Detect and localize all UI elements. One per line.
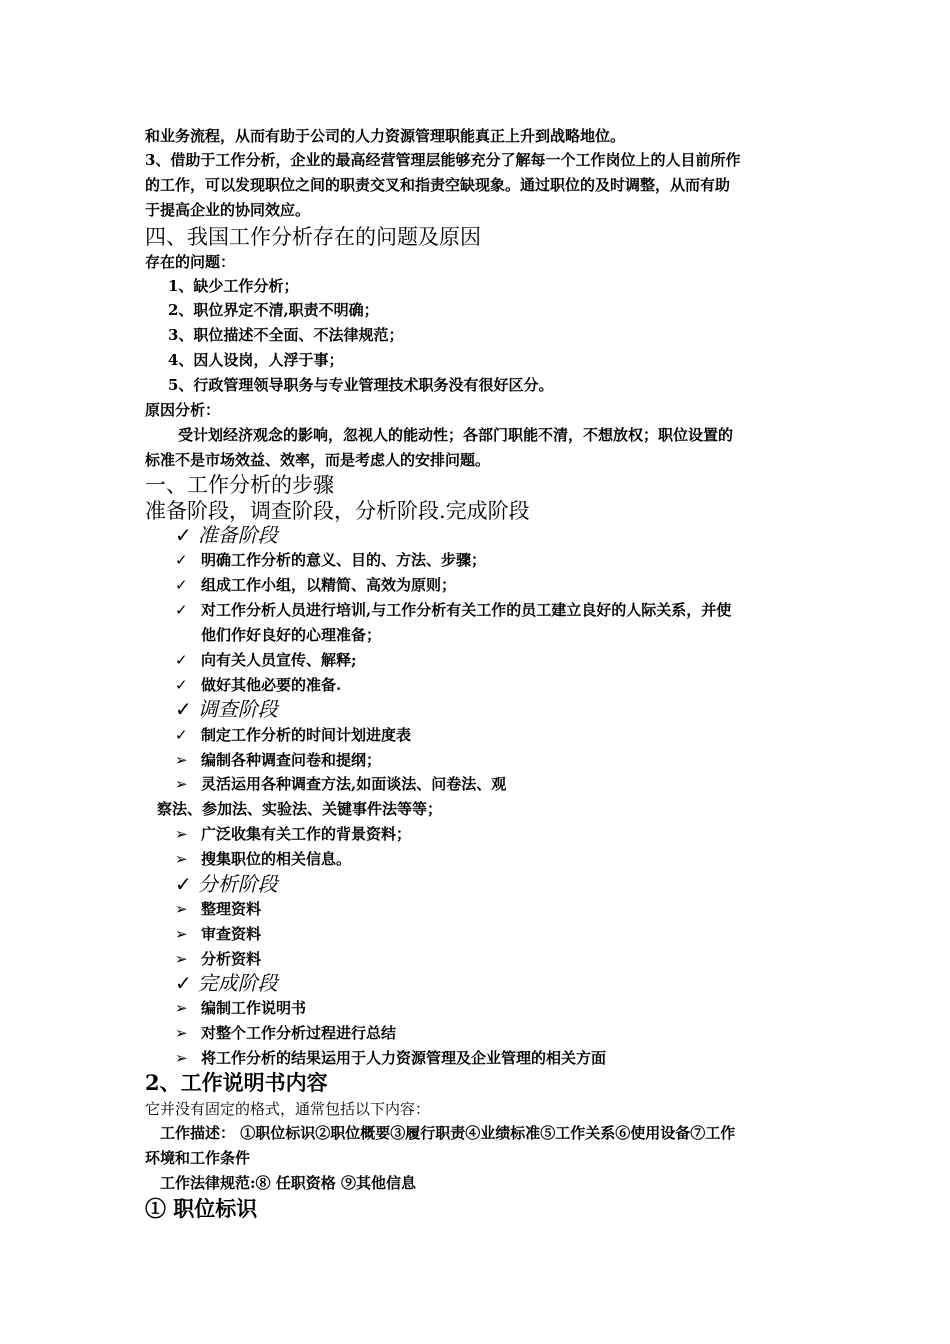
bullet-continuation — [201, 623, 381, 647]
paragraph-line — [145, 398, 220, 422]
paragraph-line — [145, 148, 740, 172]
section-heading — [145, 223, 481, 251]
section-heading — [145, 471, 334, 499]
numbered-item — [168, 323, 403, 347]
line-text: 于提高企业的协同效应。 — [145, 201, 311, 219]
arrow-bullet-icon: ➢ — [175, 900, 188, 918]
bullet-item — [175, 573, 456, 597]
line-text: 工作法律规范:⑧ 任职资格 ⑨其他信息 — [160, 1174, 416, 1192]
line-text: 准备阶段 — [197, 523, 278, 547]
numbered-item — [168, 373, 553, 397]
line-text: 编制各种调查问卷和提纲； — [201, 751, 382, 769]
line-text: 制定工作分析的时间计划进度表 — [201, 726, 412, 744]
line-text: 工作描述： ①职位标识②职位概要③履行职责④业绩标准⑤工作关系⑥使用设备⑦工作 — [160, 1124, 736, 1142]
numbered-item — [168, 274, 298, 298]
line-text: 完成阶段 — [197, 971, 278, 995]
line-text: 原因分析： — [145, 401, 221, 419]
numbered-item — [168, 298, 379, 322]
line-text: 整理资料 — [201, 900, 262, 918]
indented-line — [178, 423, 733, 447]
bullet-item — [175, 673, 341, 697]
line-text: 1、缺少工作分析； — [168, 277, 299, 295]
line-text: 准备阶段，调查阶段，分析阶段.完成阶段 — [145, 499, 530, 523]
bullet-item — [175, 1021, 396, 1045]
line-text: 环境和工作条件 — [145, 1149, 251, 1167]
line-text: 它并没有固定的格式，通常包括以下内容： — [145, 1100, 431, 1118]
section-heading — [145, 497, 530, 525]
arrow-bullet-icon: ➢ — [175, 999, 188, 1017]
checkmark-icon: ✓ — [175, 551, 188, 569]
checkmark-icon: ✓ — [175, 651, 188, 669]
line-text: 调查阶段 — [197, 697, 278, 721]
indented-line — [160, 1171, 416, 1195]
line-text: 标准不是市场效益、效率，而是考虑人的安排问题。 — [145, 451, 491, 469]
paragraph-line — [145, 1146, 250, 1170]
line-text: 做好其他必要的准备. — [201, 676, 342, 694]
line-text: 5、行政管理领导职务与专业管理技术职务没有很好区分。 — [168, 376, 554, 394]
stage-heading — [175, 871, 278, 897]
checkmark-icon: ✓ — [175, 601, 188, 619]
line-text: 将工作分析的结果运用于人力资源管理及企业管理的相关方面 — [201, 1049, 607, 1067]
arrow-bullet-icon: ➢ — [175, 950, 188, 968]
line-text: 灵活运用各种调查方法,如面谈法、问卷法、观 — [201, 775, 507, 793]
checkmark-icon: ✓ — [175, 523, 192, 547]
line-text: 分析资料 — [201, 950, 262, 968]
line-text: 察法、参加法、实验法、关键事件法等等； — [157, 800, 443, 818]
checkmark-icon: ✓ — [175, 971, 192, 995]
line-text: 编制工作说明书 — [201, 999, 307, 1017]
arrow-bullet-icon: ➢ — [175, 1049, 188, 1067]
checkmark-icon: ✓ — [175, 576, 188, 594]
line-text: 组成工作小组，以精简、高效为原则； — [201, 576, 457, 594]
bullet-item — [175, 648, 357, 672]
arrow-bullet-icon: ➢ — [175, 775, 188, 793]
arrow-bullet-icon: ➢ — [175, 1024, 188, 1042]
bullet-item — [175, 922, 261, 946]
line-text: 4、因人设岗，人浮于事； — [168, 351, 344, 369]
paragraph-line — [145, 124, 625, 148]
stage-heading — [175, 970, 278, 996]
arrow-bullet-icon: ➢ — [175, 825, 188, 843]
line-text: 存在的问题： — [145, 253, 236, 271]
paragraph-line — [145, 250, 235, 274]
checkmark-icon: ✓ — [175, 726, 188, 744]
line-text: 一、工作分析的步骤 — [145, 473, 334, 497]
stage-heading — [175, 696, 278, 722]
checkmark-icon: ✓ — [175, 872, 192, 896]
bullet-item — [175, 772, 506, 796]
bullet-item — [175, 822, 411, 846]
paragraph-line — [145, 173, 730, 197]
arrow-bullet-icon: ➢ — [175, 850, 188, 868]
line-text: 他们作好良好的心理准备； — [201, 626, 382, 644]
bullet-item — [175, 996, 306, 1020]
arrow-bullet-icon: ➢ — [175, 751, 188, 769]
bullet-item — [175, 548, 486, 572]
line-text: 2、职位界定不清,职责不明确； — [168, 301, 379, 319]
bullet-item — [175, 1046, 606, 1070]
line-text: 3、借助于工作分析，企业的最高经营管理层能够充分了解每一个工作岗位上的人目前所作 — [145, 151, 741, 169]
bullet-item — [175, 723, 411, 747]
indented-line — [160, 1121, 735, 1145]
line-text: 的工作，可以发现职位之间的职责交叉和指责空缺现象。通过职位的及时调整，从而有助 — [145, 176, 731, 194]
section-heading — [145, 1195, 257, 1223]
line-text: 审查资料 — [201, 925, 262, 943]
line-text: 分析阶段 — [197, 872, 278, 896]
paragraph-line — [145, 198, 310, 222]
line-text: 向有关人员宣传、解释; — [201, 651, 357, 669]
bullet-item — [175, 748, 381, 772]
line-text: 受计划经济观念的影响，忽视人的能动性；各部门职能不清，不想放权；职位设置的 — [178, 426, 734, 444]
section-heading — [145, 1069, 328, 1097]
line-text: 广泛收集有关工作的背景资料； — [201, 825, 412, 843]
paragraph-line — [145, 448, 490, 472]
line-text: 对工作分析人员进行培训,与工作分析有关工作的员工建立良好的人际关系，并使 — [201, 601, 732, 619]
bullet-item — [175, 897, 261, 921]
checkmark-icon: ✓ — [175, 697, 192, 721]
checkmark-icon: ✓ — [175, 676, 188, 694]
line-text: 2、工作说明书内容 — [145, 1070, 328, 1095]
paragraph-line — [145, 1097, 430, 1121]
line-text: ① 职位标识 — [145, 1196, 258, 1221]
line-text: 搜集职位的相关信息。 — [201, 850, 352, 868]
stage-heading — [175, 522, 278, 548]
numbered-item — [168, 348, 343, 372]
bullet-item — [175, 847, 351, 871]
line-text: 3、职位描述不全面、不法律规范； — [168, 326, 404, 344]
arrow-bullet-icon: ➢ — [175, 925, 188, 943]
bullet-item — [175, 598, 731, 622]
bullet-item — [175, 947, 261, 971]
line-text: 和业务流程，从而有助于公司的人力资源管理职能真正上升到战略地位。 — [145, 127, 626, 145]
line-text: 对整个工作分析过程进行总结 — [201, 1024, 397, 1042]
line-text: 明确工作分析的意义、目的、方法、步骤； — [201, 551, 487, 569]
line-text: 四、我国工作分析存在的问题及原因 — [145, 225, 481, 249]
bullet-continuation — [157, 797, 442, 821]
